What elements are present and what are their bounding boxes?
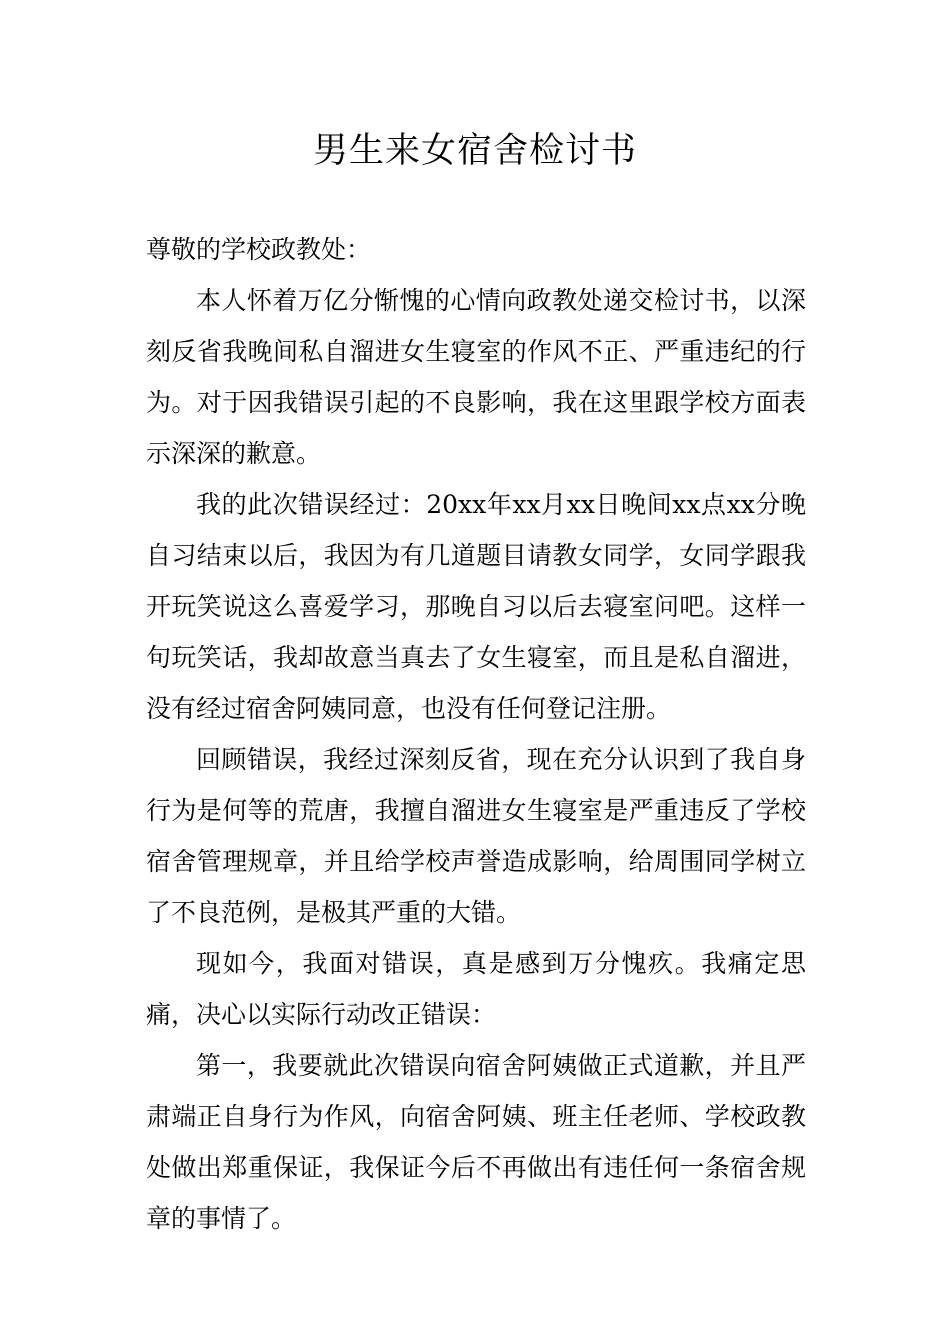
paragraph-1: 本人怀着万亿分惭愧的心情向政教处递交检讨书，以深刻反省我晚间私自溜进女生寝室的作风不正、严重违纪的行为。对于因我错误引起的不良影响，我在这里跟学校方面表示深深的歉意。	[146, 286, 806, 468]
document-body	[146, 224, 806, 1244]
document-title: 男生来女宿舍检讨书	[312, 131, 637, 171]
salutation: 尊敬的学校政教处：	[146, 235, 372, 264]
paragraph-5: 第一，我要就此次错误向宿舍阿姨做正式道歉，并且严肃端正自身行为作风，向宿舍阿姨、班主任老师、学校政教处做出郑重保证，我保证今后不再做出有违任何一条宿舍规章的事情了。	[146, 1051, 806, 1233]
paragraph-3: 回顾错误，我经过深刻反省，现在充分认识到了我自身行为是何等的荒唐，我擅自溜进女生寝室是严重违反了学校宿舍管理规章，并且给学校声誉造成影响，给周围同学树立了不良范例，是极其严重的大错。	[146, 745, 806, 927]
paragraph-2: 我的此次错误经过：20xx年xx月xx日晚间xx点xx分晚自习结束以后，我因为有几道题目请教女同学，女同学跟我开玩笑说这么喜爱学习，那晚自习以后去寝室问吧。这样一句玩笑话，我却故意当真去了女生寝室，而且是私自溜进，没有经过宿舍阿姨同意，也没有任何登记注册。	[146, 490, 806, 723]
paragraph-4: 现如今，我面对错误，真是感到万分愧疚。我痛定思痛，决心以实际行动改正错误：	[146, 949, 806, 1029]
